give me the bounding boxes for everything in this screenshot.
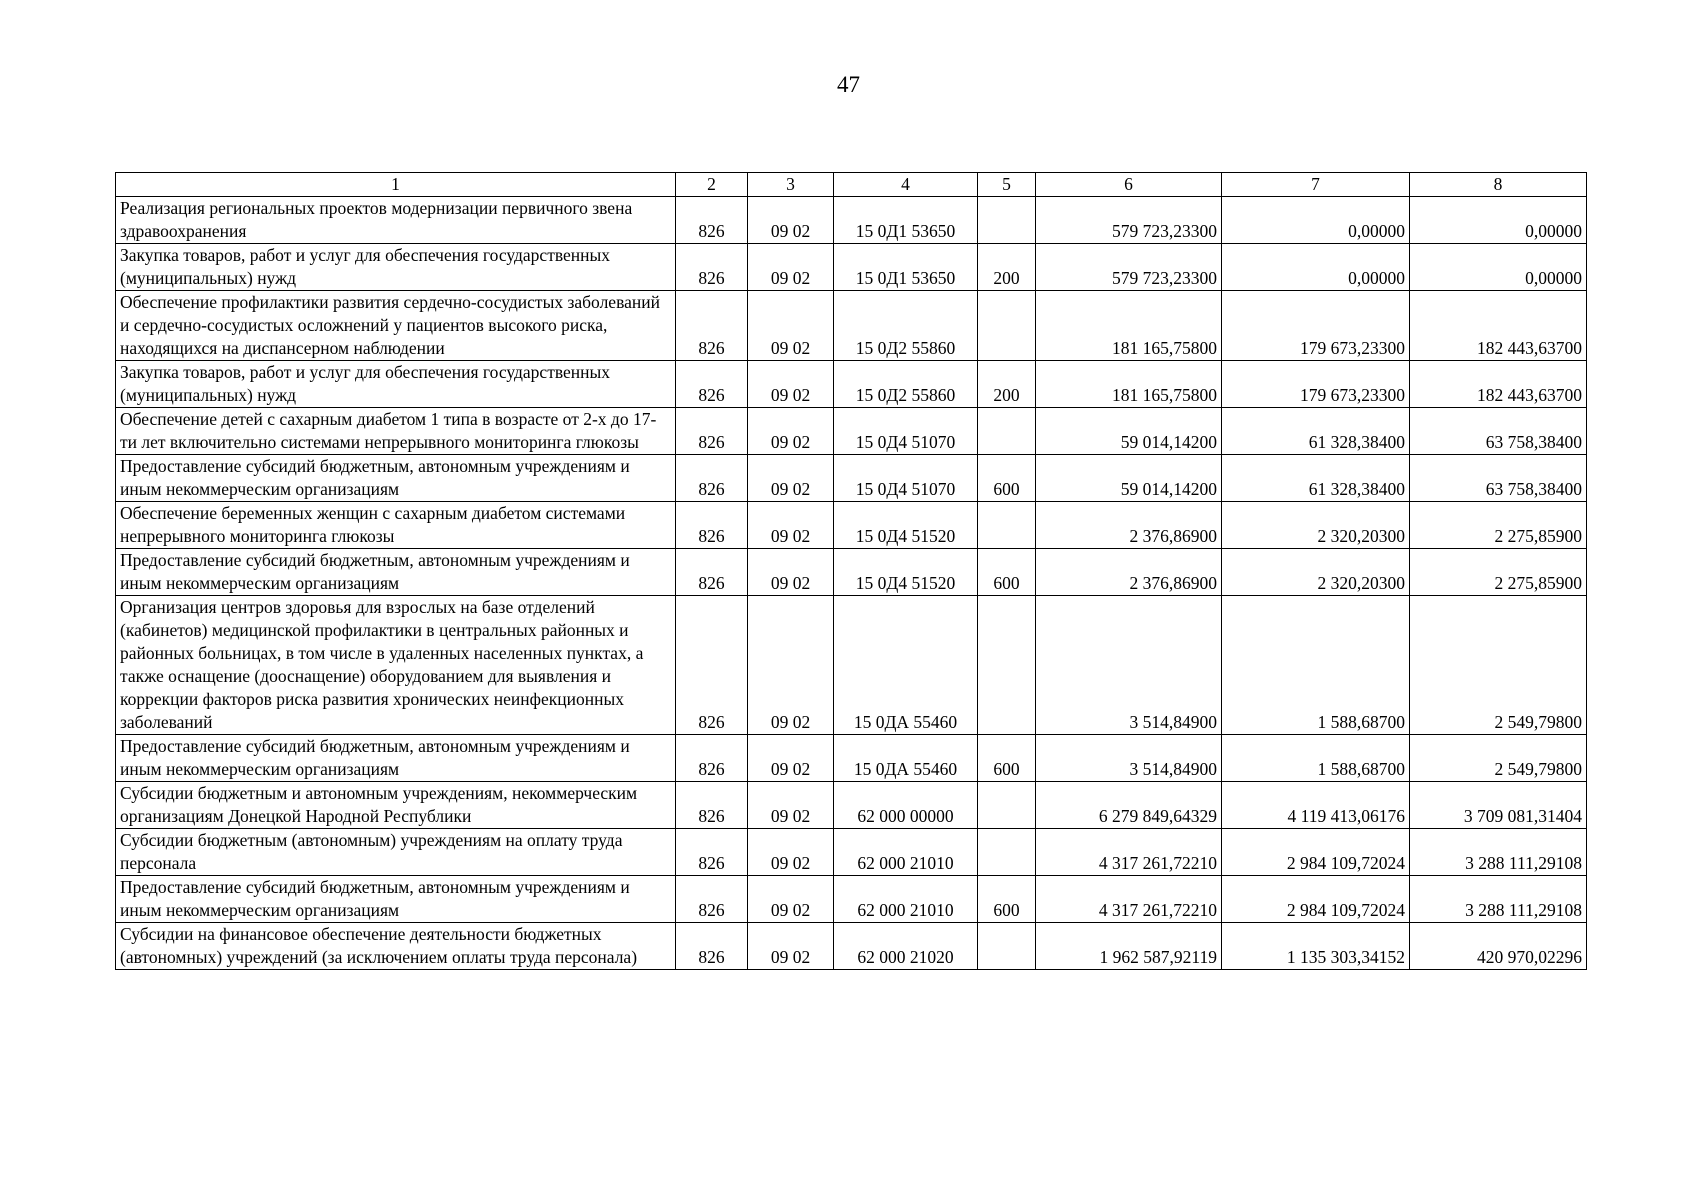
row-name-cell: Предоставление субсидий бюджетным, автономным учреждениям и иным некоммерческим организациям	[116, 876, 676, 923]
row-name-cell: Субсидии на финансовое обеспечение деятельности бюджетных (автономных) учреждений (за исключением оплаты труда персонала)	[116, 923, 676, 970]
table-row	[116, 408, 1587, 455]
expense-type-cell	[978, 782, 1036, 829]
amount-col7-cell: 2 984 109,72024	[1222, 829, 1410, 876]
table-body	[116, 197, 1587, 970]
expense-type-cell	[978, 197, 1036, 244]
header-cell-6: 6	[1036, 173, 1222, 197]
target-item-cell: 15 0Д1 53650	[834, 197, 978, 244]
row-name-cell: Обеспечение беременных женщин с сахарным диабетом системами непрерывного мониторинга глюкозы	[116, 502, 676, 549]
amount-col7-cell: 61 328,38400	[1222, 455, 1410, 502]
header-cell-8: 8	[1410, 173, 1587, 197]
header-row	[116, 173, 1587, 197]
amount-col7-cell: 61 328,38400	[1222, 408, 1410, 455]
amount-col6-cell: 3 514,84900	[1036, 596, 1222, 735]
section-code-cell: 09 02	[748, 596, 834, 735]
amount-col7-cell: 179 673,23300	[1222, 361, 1410, 408]
table-row	[116, 197, 1587, 244]
row-name-cell: Обеспечение детей с сахарным диабетом 1 типа в возрасте от 2-х до 17-ти лет включительно системами непрерывного мониторинга глюкозы	[116, 408, 676, 455]
section-code-cell: 09 02	[748, 502, 834, 549]
amount-col7-cell: 1 588,68700	[1222, 735, 1410, 782]
amount-col6-cell: 4 317 261,72210	[1036, 876, 1222, 923]
amount-col6-cell: 181 165,75800	[1036, 291, 1222, 361]
row-name-cell: Предоставление субсидий бюджетным, автономным учреждениям и иным некоммерческим организациям	[116, 735, 676, 782]
row-name-cell: Реализация региональных проектов модернизации первичного звена здравоохранения	[116, 197, 676, 244]
target-item-cell: 15 0Д2 55860	[834, 291, 978, 361]
amount-col8-cell: 182 443,63700	[1410, 291, 1587, 361]
amount-col8-cell: 0,00000	[1410, 197, 1587, 244]
amount-col6-cell: 181 165,75800	[1036, 361, 1222, 408]
amount-col6-cell: 579 723,23300	[1036, 197, 1222, 244]
table-row	[116, 502, 1587, 549]
amount-col8-cell: 3 288 111,29108	[1410, 876, 1587, 923]
row-name-cell: Организация центров здоровья для взрослых на базе отделений (кабинетов) медицинской профилактики в центральных районных и районных больницах, в том числе в удаленных населенных пунктах, а также оснащение (дооснащение) оборудованием для выявления и коррекции факторов риска развития хронических неинфекционных заболеваний	[116, 596, 676, 735]
expense-type-cell: 200	[978, 244, 1036, 291]
amount-col8-cell: 420 970,02296	[1410, 923, 1587, 970]
table-row	[116, 549, 1587, 596]
amount-col8-cell: 2 549,79800	[1410, 596, 1587, 735]
row-name-cell: Субсидии бюджетным и автономным учреждениям, некоммерческим организациям Донецкой Народной Республики	[116, 782, 676, 829]
grbs-code-cell: 826	[676, 455, 748, 502]
target-item-cell: 62 000 21010	[834, 876, 978, 923]
grbs-code-cell: 826	[676, 829, 748, 876]
header-cell-2: 2	[676, 173, 748, 197]
amount-col6-cell: 579 723,23300	[1036, 244, 1222, 291]
expense-type-cell	[978, 408, 1036, 455]
row-name-cell: Обеспечение профилактики развития сердечно-сосудистых заболеваний и сердечно-сосудистых осложнений у пациентов высокого риска, находящихся на диспансерном наблюдении	[116, 291, 676, 361]
target-item-cell: 62 000 21020	[834, 923, 978, 970]
section-code-cell: 09 02	[748, 361, 834, 408]
amount-col7-cell: 2 320,20300	[1222, 549, 1410, 596]
section-code-cell: 09 02	[748, 829, 834, 876]
amount-col8-cell: 3 288 111,29108	[1410, 829, 1587, 876]
table-row	[116, 923, 1587, 970]
amount-col7-cell: 4 119 413,06176	[1222, 782, 1410, 829]
amount-col6-cell: 4 317 261,72210	[1036, 829, 1222, 876]
budget-table	[115, 172, 1587, 970]
table-row	[116, 829, 1587, 876]
amount-col6-cell: 3 514,84900	[1036, 735, 1222, 782]
row-name-cell: Закупка товаров, работ и услуг для обеспечения государственных (муниципальных) нужд	[116, 244, 676, 291]
expense-type-cell	[978, 829, 1036, 876]
header-cell-5: 5	[978, 173, 1036, 197]
amount-col8-cell: 2 275,85900	[1410, 549, 1587, 596]
grbs-code-cell: 826	[676, 876, 748, 923]
amount-col8-cell: 2 275,85900	[1410, 502, 1587, 549]
target-item-cell: 15 0Д4 51520	[834, 502, 978, 549]
amount-col8-cell: 182 443,63700	[1410, 361, 1587, 408]
grbs-code-cell: 826	[676, 291, 748, 361]
expense-type-cell: 600	[978, 876, 1036, 923]
expense-type-cell: 600	[978, 455, 1036, 502]
grbs-code-cell: 826	[676, 596, 748, 735]
amount-col6-cell: 59 014,14200	[1036, 455, 1222, 502]
grbs-code-cell: 826	[676, 361, 748, 408]
target-item-cell: 62 000 00000	[834, 782, 978, 829]
amount-col8-cell: 0,00000	[1410, 244, 1587, 291]
grbs-code-cell: 826	[676, 735, 748, 782]
expense-type-cell: 200	[978, 361, 1036, 408]
amount-col7-cell: 1 135 303,34152	[1222, 923, 1410, 970]
amount-col7-cell: 2 320,20300	[1222, 502, 1410, 549]
target-item-cell: 15 0Д2 55860	[834, 361, 978, 408]
expense-type-cell: 600	[978, 549, 1036, 596]
section-code-cell: 09 02	[748, 455, 834, 502]
header-cell-3: 3	[748, 173, 834, 197]
section-code-cell: 09 02	[748, 549, 834, 596]
table-header	[116, 173, 1587, 197]
section-code-cell: 09 02	[748, 923, 834, 970]
amount-col8-cell: 63 758,38400	[1410, 408, 1587, 455]
grbs-code-cell: 826	[676, 408, 748, 455]
amount-col6-cell: 6 279 849,64329	[1036, 782, 1222, 829]
amount-col7-cell: 2 984 109,72024	[1222, 876, 1410, 923]
header-cell-4: 4	[834, 173, 978, 197]
target-item-cell: 15 0Д4 51070	[834, 408, 978, 455]
amount-col8-cell: 63 758,38400	[1410, 455, 1587, 502]
table-row	[116, 596, 1587, 735]
section-code-cell: 09 02	[748, 408, 834, 455]
table-row	[116, 244, 1587, 291]
target-item-cell: 62 000 21010	[834, 829, 978, 876]
target-item-cell: 15 0Д4 51070	[834, 455, 978, 502]
amount-col6-cell: 2 376,86900	[1036, 549, 1222, 596]
grbs-code-cell: 826	[676, 549, 748, 596]
section-code-cell: 09 02	[748, 291, 834, 361]
table-row	[116, 455, 1587, 502]
amount-col7-cell: 1 588,68700	[1222, 596, 1410, 735]
amount-col8-cell: 2 549,79800	[1410, 735, 1587, 782]
amount-col8-cell: 3 709 081,31404	[1410, 782, 1587, 829]
section-code-cell: 09 02	[748, 244, 834, 291]
target-item-cell: 15 0ДА 55460	[834, 735, 978, 782]
table-row	[116, 361, 1587, 408]
section-code-cell: 09 02	[748, 197, 834, 244]
header-cell-7: 7	[1222, 173, 1410, 197]
grbs-code-cell: 826	[676, 782, 748, 829]
table-row	[116, 782, 1587, 829]
expense-type-cell	[978, 596, 1036, 735]
row-name-cell: Предоставление субсидий бюджетным, автономным учреждениям и иным некоммерческим организациям	[116, 455, 676, 502]
section-code-cell: 09 02	[748, 782, 834, 829]
expense-type-cell	[978, 923, 1036, 970]
table-row	[116, 735, 1587, 782]
table-row	[116, 876, 1587, 923]
row-name-cell: Закупка товаров, работ и услуг для обеспечения государственных (муниципальных) нужд	[116, 361, 676, 408]
amount-col6-cell: 1 962 587,92119	[1036, 923, 1222, 970]
grbs-code-cell: 826	[676, 502, 748, 549]
expense-type-cell	[978, 291, 1036, 361]
target-item-cell: 15 0Д4 51520	[834, 549, 978, 596]
amount-col7-cell: 179 673,23300	[1222, 291, 1410, 361]
amount-col7-cell: 0,00000	[1222, 197, 1410, 244]
target-item-cell: 15 0Д1 53650	[834, 244, 978, 291]
grbs-code-cell: 826	[676, 197, 748, 244]
target-item-cell: 15 0ДА 55460	[834, 596, 978, 735]
grbs-code-cell: 826	[676, 244, 748, 291]
section-code-cell: 09 02	[748, 735, 834, 782]
row-name-cell: Субсидии бюджетным (автономным) учреждениям на оплату труда персонала	[116, 829, 676, 876]
page-number: 47	[837, 72, 860, 97]
table-row	[116, 291, 1587, 361]
section-code-cell: 09 02	[748, 876, 834, 923]
expense-type-cell	[978, 502, 1036, 549]
amount-col6-cell: 59 014,14200	[1036, 408, 1222, 455]
row-name-cell: Предоставление субсидий бюджетным, автономным учреждениям и иным некоммерческим организациям	[116, 549, 676, 596]
header-cell-1: 1	[116, 173, 676, 197]
expense-type-cell: 600	[978, 735, 1036, 782]
amount-col7-cell: 0,00000	[1222, 244, 1410, 291]
grbs-code-cell: 826	[676, 923, 748, 970]
amount-col6-cell: 2 376,86900	[1036, 502, 1222, 549]
